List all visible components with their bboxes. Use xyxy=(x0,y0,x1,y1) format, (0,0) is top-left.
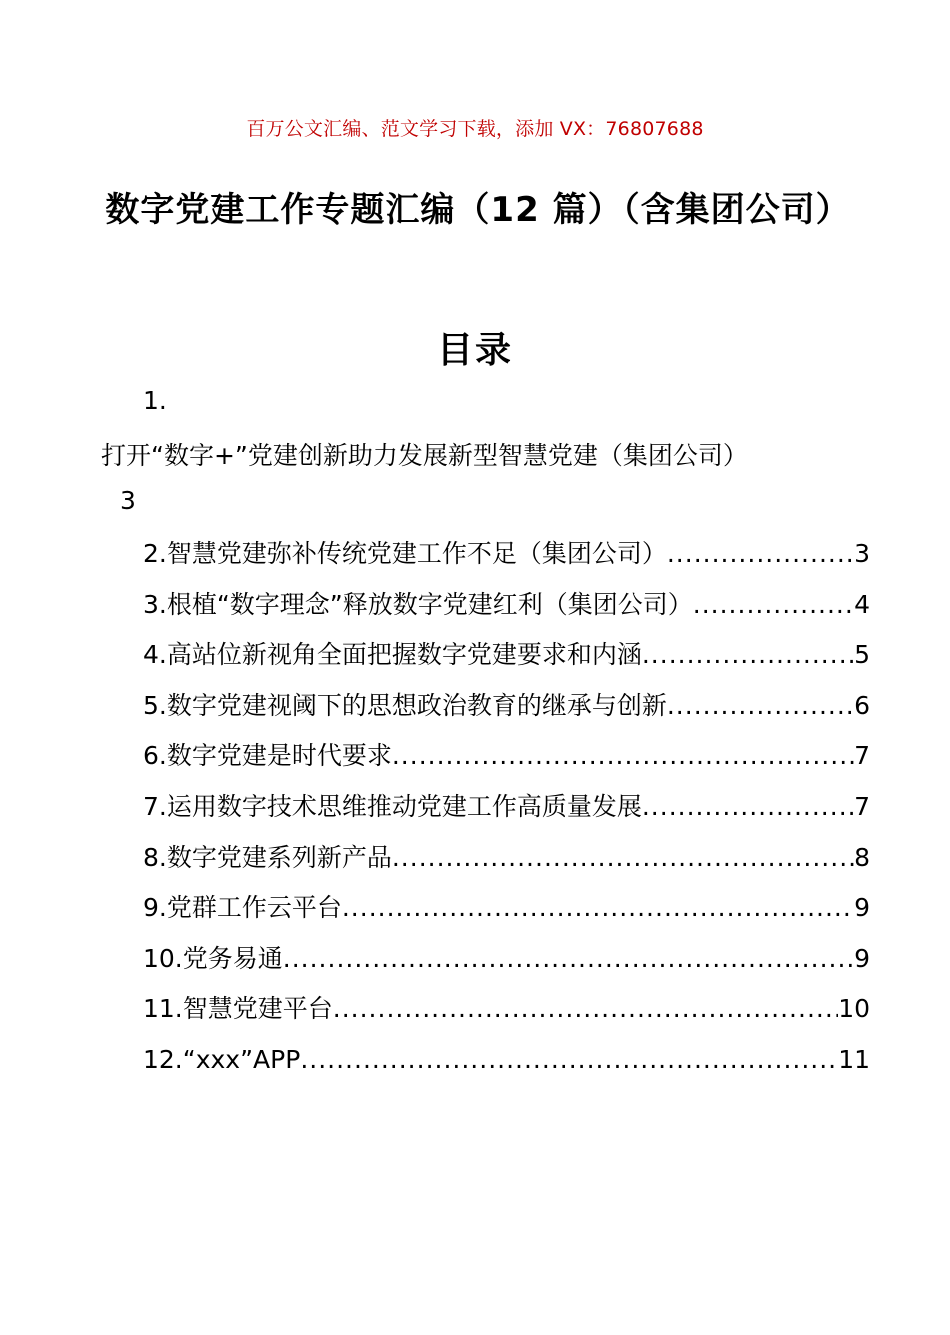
toc-entry-1-number[interactable]: 1. xyxy=(143,386,167,415)
toc-entry-4[interactable] xyxy=(143,635,870,686)
toc-entry-12[interactable] xyxy=(143,1040,870,1091)
toc-entry-7[interactable] xyxy=(143,787,870,838)
toc-entry-1-page[interactable]: 3 xyxy=(120,486,136,515)
toc-entry-page: 9 xyxy=(854,893,870,923)
toc-leader-dots xyxy=(667,534,854,574)
toc-leader-dots xyxy=(693,585,854,625)
toc-entry-10[interactable] xyxy=(143,939,870,990)
toc-entry-label: 8.数字党建系列新产品 xyxy=(143,842,392,872)
header-note: 百万公文汇编、范文学习下载，添加 VX：76807688 xyxy=(246,118,704,140)
toc-heading: 目录 xyxy=(436,330,513,371)
toc-entry-page: 8 xyxy=(854,842,870,872)
toc-leader-dots xyxy=(392,736,854,776)
toc-leader-dots xyxy=(333,989,838,1029)
toc-entry-label: 5.数字党建视阈下的思想政治教育的继承与创新 xyxy=(143,690,667,720)
toc-entry-label: 11.智慧党建平台 xyxy=(143,994,333,1024)
toc-entry-3[interactable] xyxy=(143,585,870,636)
toc-entry-label: 3.根植“数字理念”释放数字党建红利（集团公司） xyxy=(143,589,693,619)
toc-entry-page: 11 xyxy=(838,1044,870,1074)
toc-entry-label: 10.党务易通 xyxy=(143,943,283,973)
toc-entry-page: 7 xyxy=(854,791,870,821)
toc-entry-1-title[interactable]: 打开“数字+”党建创新助力发展新型智慧党建（集团公司） xyxy=(101,441,748,470)
toc-entry-label: 4.高站位新视角全面把握数字党建要求和内涵 xyxy=(143,640,642,670)
toc-entry-page: 4 xyxy=(854,589,870,619)
toc-entry-6[interactable] xyxy=(143,736,870,787)
toc-entry-5[interactable] xyxy=(143,686,870,737)
toc-entry-page: 9 xyxy=(854,943,870,973)
toc-leader-dots xyxy=(283,939,854,979)
toc-entry-page: 6 xyxy=(854,690,870,720)
toc-entry-page: 10 xyxy=(838,994,870,1024)
toc-entry-page: 3 xyxy=(854,539,870,568)
toc-entry-9[interactable] xyxy=(143,888,870,939)
toc-entry-8[interactable] xyxy=(143,838,870,889)
toc-leader-dots xyxy=(300,1040,838,1080)
toc-entry-label: 7.运用数字技术思维推动党建工作高质量发展 xyxy=(143,791,642,821)
toc-leader-dots xyxy=(342,888,854,928)
toc-entry-label: 9.党群工作云平台 xyxy=(143,893,342,923)
toc-leader-dots xyxy=(642,635,854,675)
toc-entry-11[interactable] xyxy=(143,989,870,1040)
toc-entry-page: 5 xyxy=(854,640,870,670)
toc-entry-label: 2.智慧党建弥补传统党建工作不足（集团公司） xyxy=(143,539,667,568)
toc-entry-page: 7 xyxy=(854,741,870,771)
document-title: 数字党建工作专题汇编（12 篇）（含集团公司） xyxy=(105,190,851,230)
toc-entry-2[interactable] xyxy=(143,534,870,585)
toc-leader-dots xyxy=(392,838,854,878)
toc-entry-label: 6.数字党建是时代要求 xyxy=(143,741,392,771)
toc-leader-dots xyxy=(667,686,854,726)
toc-leader-dots xyxy=(642,787,854,827)
toc-list xyxy=(143,534,870,1091)
toc-entry-label: 12.“xxx”APP xyxy=(143,1044,301,1074)
